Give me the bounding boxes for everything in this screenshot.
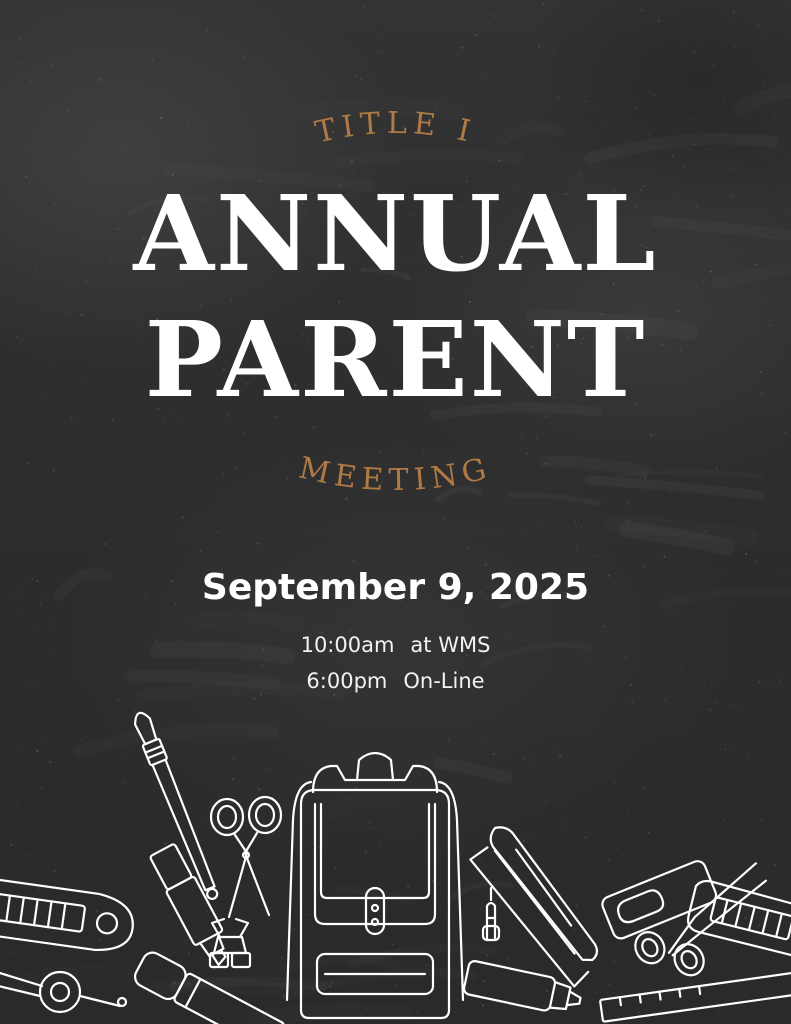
backpack-icon: [287, 753, 463, 1018]
eraser-icon: [600, 859, 718, 941]
svg-text:TITLE I: [312, 106, 479, 151]
title-i-arc: [0, 95, 791, 175]
highlighter-icon: [148, 842, 236, 970]
utility-knife-icon: [0, 879, 137, 955]
session-time: 10:00am: [300, 633, 395, 657]
svg-text:MEETING: [296, 451, 496, 499]
marker-icon: [132, 949, 287, 1024]
paintbrush-icon: [131, 710, 223, 902]
session-morning: [0, 633, 791, 658]
stapler-icon: [448, 822, 627, 987]
compass-icon: [0, 970, 126, 1012]
headline-parent: PARENT: [144, 298, 647, 421]
school-supplies-illustration: [0, 700, 791, 1024]
push-pin-icon: [483, 888, 499, 940]
ruler-icon: [600, 972, 791, 1022]
session-time: 6:00pm: [306, 669, 388, 693]
meeting-arc: [0, 435, 791, 515]
meeting-text: MEETING: [295, 450, 496, 499]
utility-knife-icon: [685, 878, 791, 955]
session-evening: [0, 669, 791, 694]
headline-annual: ANNUAL: [133, 172, 658, 295]
event-date: September 9, 2025: [201, 567, 590, 608]
session-location: On-Line: [403, 669, 485, 693]
title-i-text: TITLE I: [312, 105, 480, 151]
highlighter-icon: [463, 960, 584, 1017]
scissors-icon: [211, 797, 281, 917]
session-location: at WMS: [410, 633, 491, 657]
